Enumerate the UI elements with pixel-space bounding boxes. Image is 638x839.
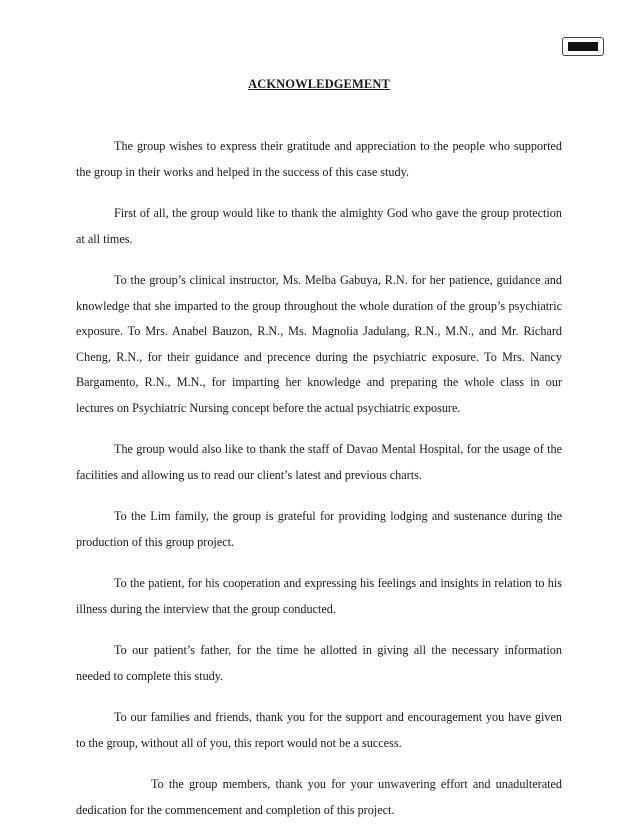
paragraph-instructors: To the group’s clinical instructor, Ms. Melba Gabuya, R.N. for her patience, guidance and knowledge that she imparted to the group throughout the whole duration of the group’s psychiatric exposure. To Mrs. Anabel Bauzon, R.N., Ms. Magnolia Jadulang, R.N., M.N., and Mr. Richard Cheng, R.N., for their guidance and precence during the psychiatric exposure. To Mrs. Nancy Bargamento, R.N., M.N., for imparting her knowledge and preparing the whole class in our lectures on Psychiatric Nursing concept before the actual psychiatric exposure. xyxy=(76,273,562,415)
paragraph-lim-family: To the Lim family, the group is grateful for providing lodging and sustenance during the production of this group project. xyxy=(76,509,562,549)
paragraph-god: First of all, the group would like to thank the almighty God who gave the group protection at all times. xyxy=(76,206,562,246)
paragraph-intro: The group wishes to express their gratitude and appreciation to the people who supported the group in their works and helped in the success of this case study. xyxy=(76,139,562,179)
paragraph-families-friends: To our families and friends, thank you for the support and encouragement you have given to the group, without all of you, this report would not be a success. xyxy=(76,710,562,750)
page-number-box xyxy=(562,37,604,56)
paragraph-hospital-staff: The group would also like to thank the staff of Davao Mental Hospital, for the usage of the facilities and allowing us to read our client’s latest and previous charts. xyxy=(76,442,562,482)
paragraph-patient-father: To our patient’s father, for the time he allotted in giving all the necessary information needed to complete this study. xyxy=(76,643,562,683)
page-title: ACKNOWLEDGEMENT xyxy=(248,77,390,91)
paragraph-patient: To the patient, for his cooperation and expressing his feelings and insights in relation to his illness during the interview that the group conducted. xyxy=(76,576,562,616)
paragraph-group-members: To the group members, thank you for your unwavering effort and unadulterated dedication for the commencement and completion of this project. xyxy=(76,777,562,817)
document-body xyxy=(76,134,562,839)
page-number-redaction xyxy=(568,42,598,51)
